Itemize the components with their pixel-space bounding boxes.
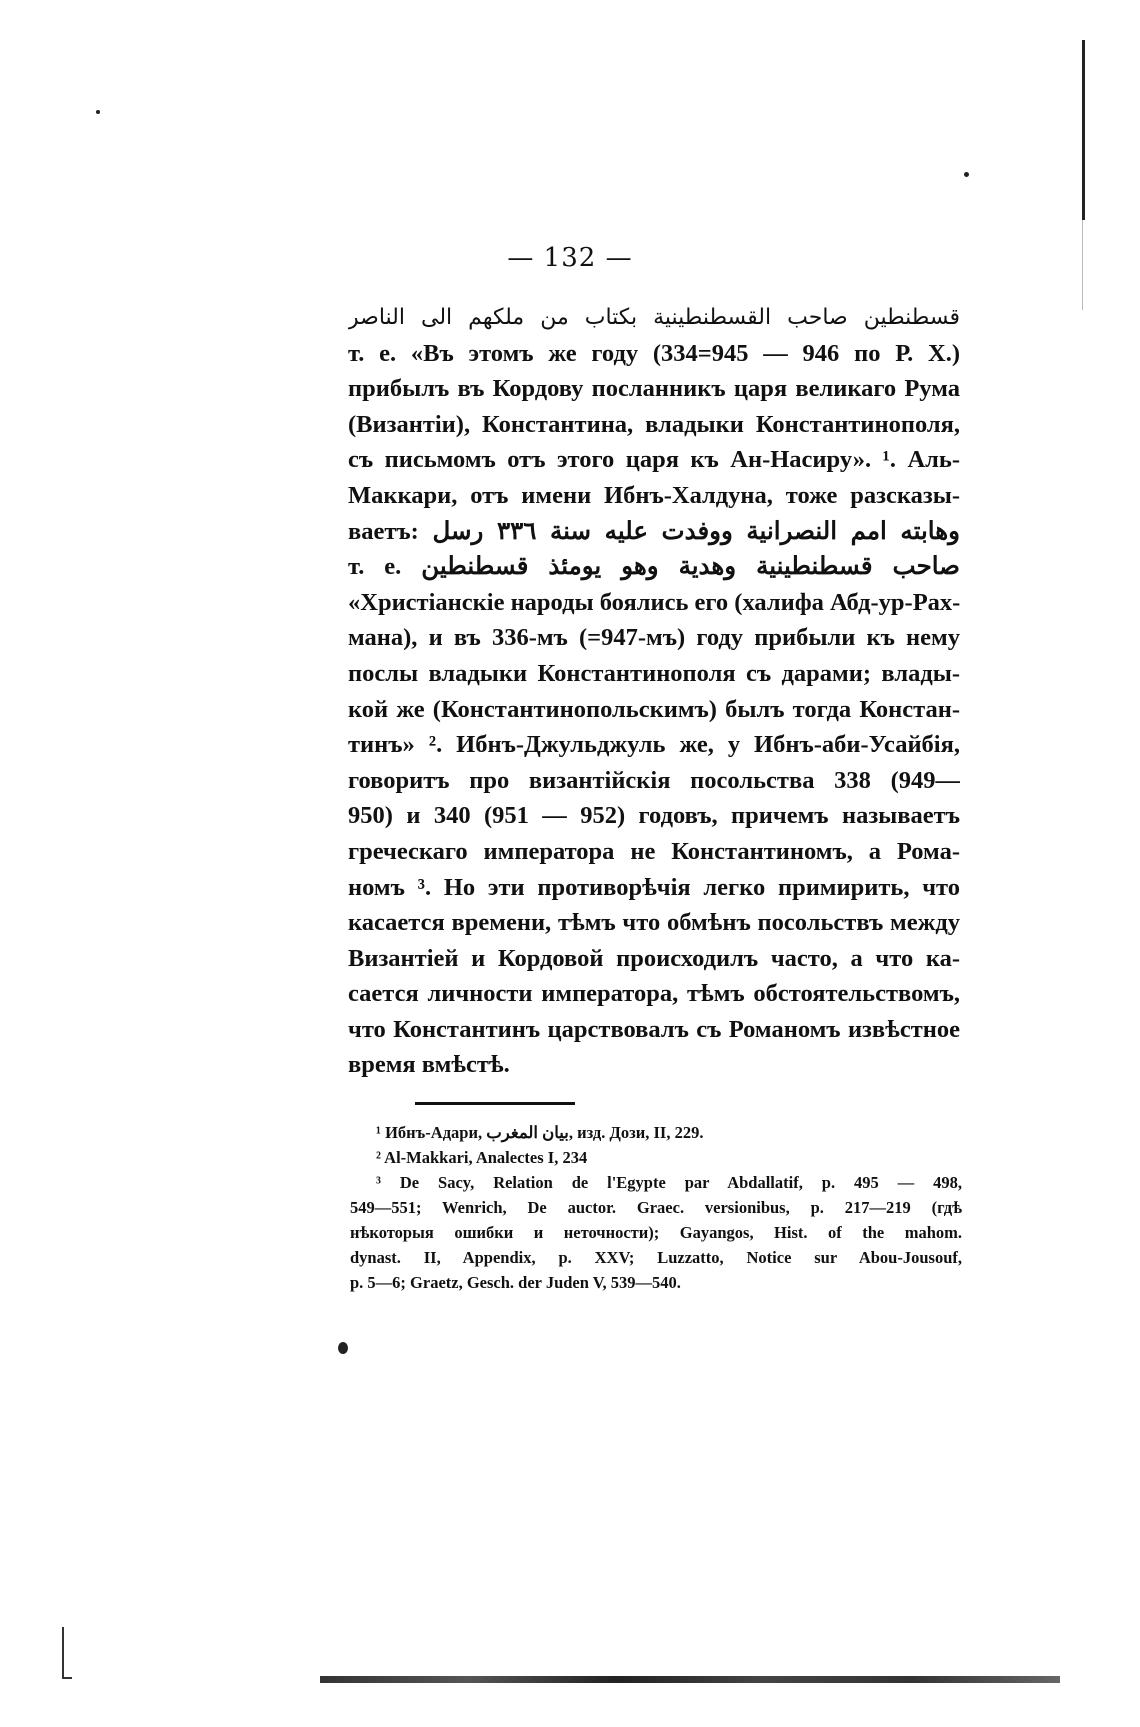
body-line: ваетъ: وهابته امم النصرانية ووفدت عليه سنة ٣٣٦ رسل (348, 517, 960, 545)
ink-speck (964, 172, 969, 177)
ink-speck (96, 110, 100, 114)
body-line: номъ ³. Но эти противорѣчія легко примирить, что (348, 873, 960, 901)
scan-edge-strip (320, 1676, 1060, 1683)
footnote-line: p. 5—6; Graetz, Gesch. der Juden V, 539—540. (350, 1273, 681, 1292)
body-line: мана), и въ 336-мъ (=947-мъ) году прибыли къ нему (348, 624, 960, 652)
body-line: касается времени, тѣмъ что обмѣнъ посольствъ между (348, 909, 960, 937)
body-line: т. е. «Въ этомъ же году (334=945 — 946 по Р. Х.) (348, 339, 960, 367)
ink-speck (338, 1342, 348, 1354)
footnote-line: ¹ Ибнъ-Адари, بيان المغرب, изд. Дози, II, 229. (376, 1123, 704, 1142)
body-line: «Христіанскіе народы боялись его (халифа Абд-ур-Рах- (348, 588, 960, 616)
body-line: Византіей и Кордовой происходилъ часто, а что ка- (348, 944, 960, 972)
page-number: — 132 — (507, 243, 633, 273)
footnote-line: ³ De Sacy, Relation de l'Egypte par Abdallatif, p. 495 — 498, (376, 1173, 962, 1192)
footnote-line: 549—551; Wenrich, De auctor. Graec. versionibus, p. 217—219 (гдѣ (350, 1198, 962, 1217)
body-line: قسطنطين صاحب القسطنطينية بكتاب من ملكهم الى الناصر (348, 305, 960, 330)
body-line: время вмѣстѣ. (348, 1051, 510, 1079)
body-line: что Константинъ царствовалъ съ Романомъ извѣстное (348, 1015, 960, 1043)
body-line: 950) и 340 (951 — 952) годовъ, причемъ называетъ (348, 802, 960, 830)
body-text (348, 300, 960, 1083)
body-line: кой же (Константинопольскимъ) былъ тогда Констан- (348, 695, 960, 723)
body-line: Маккари, отъ имени Ибнъ-Халдуна, тоже разсказы- (348, 481, 960, 509)
body-line: прибылъ въ Кордову посланникъ царя великаго Рума (348, 375, 960, 403)
body-line: сается личности императора, тѣмъ обстоятельствомъ, (348, 980, 960, 1008)
body-line: т. е. صاحب قسطنطينية وهدية وهو يومئذ قسطنطين (348, 553, 960, 581)
body-line: греческаго императора не Константиномъ, а Рома- (348, 837, 960, 865)
footnote-line: нѣкоторыя ошибки и неточности); Gayangos, Hist. of the mahom. (350, 1223, 962, 1242)
body-line: тинъ» ². Ибнъ-Джульджуль же, у Ибнъ-аби-Усайбія, (348, 731, 960, 759)
body-line: говоритъ про византійскія посольства 338 (949— (348, 766, 960, 794)
footnotes (350, 1120, 962, 1295)
body-line: съ письмомъ отъ этого царя къ Ан-Насиру». ¹. Аль- (348, 446, 960, 474)
binding-mark (62, 1627, 72, 1679)
page-edge-line (1082, 40, 1085, 220)
footnote-separator (415, 1102, 575, 1105)
body-line: (Византіи), Константина, владыки Константинополя, (348, 410, 960, 438)
body-line: послы владыки Константинополя съ дарами; влады- (348, 659, 960, 687)
footnote-line: ² Al-Makkari, Analectes I, 234 (376, 1148, 588, 1167)
footnote-line: dynast. II, Appendix, p. XXV; Luzzatto, Notice sur Abou-Jousouf, (350, 1248, 962, 1267)
